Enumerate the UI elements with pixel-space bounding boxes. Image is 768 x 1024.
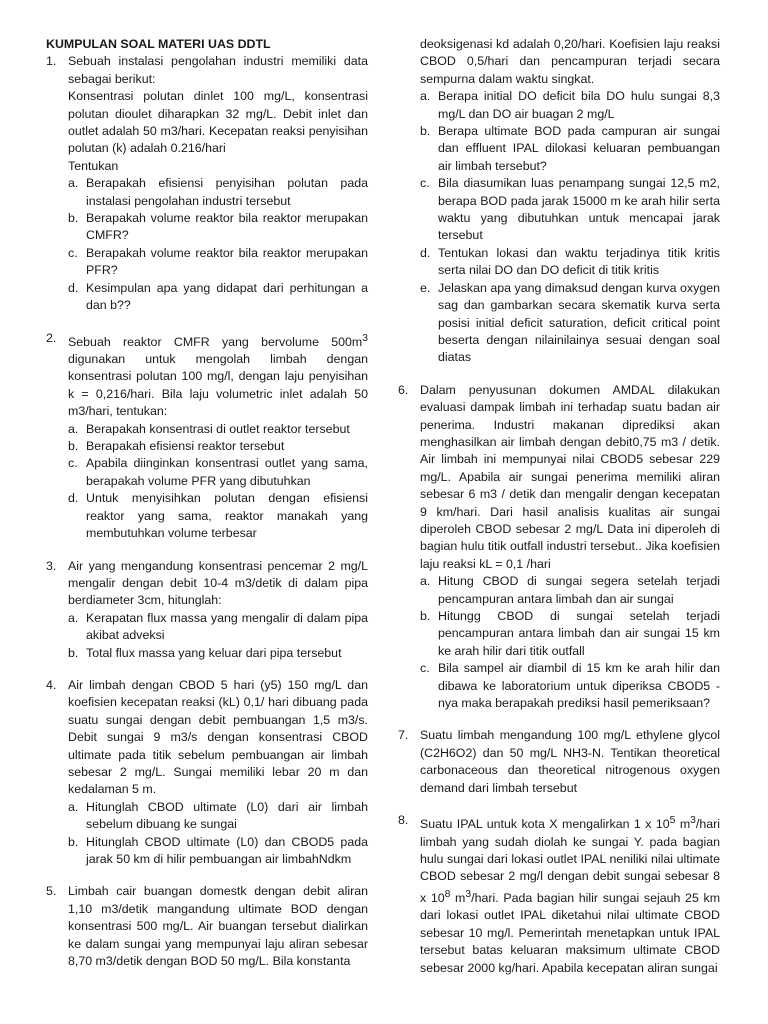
question-8: [398, 812, 720, 977]
sub-letter: b.: [68, 211, 79, 226]
sub-question: [420, 573, 720, 608]
sub-letter: a.: [68, 610, 79, 625]
question-body: [68, 677, 368, 868]
sub-letter: a.: [68, 176, 79, 191]
question-body: [68, 558, 368, 662]
sub-text: Total flux massa yang keluar dari pipa tersebut: [86, 645, 342, 660]
stem-text: /hari. Pada bagian hilir sungai sejauh 25 km dari lokasi outlet IPAL diketahui nilai ultimate CBOD sebesar 10 mg/l. Pemerintah menetapkan untuk IPAL tersebut batas keluaran maksimum ultimate CBOD sebesar 2000 kg/hari. Apabila kecepatan aliran sungai: [420, 890, 721, 975]
sub-text: Berapa ultimate BOD pada campuran air sungai dan effluent IPAL dilokasi keluaran pembuangan air limbah tersebut?: [438, 124, 720, 173]
sub-letter: c.: [420, 176, 430, 191]
sub-letter: b.: [420, 609, 431, 623]
sub-text: Jelaskan apa yang dimaksud dengan kurva oxygen sag dan gambarkan secara skematik kurva serta posisi initial deficit saturation, deficit critical point beserta dengan nilainilainya sesuai dengan soal diatas: [438, 280, 720, 365]
question-number: 2.: [46, 330, 57, 345]
sub-text: Berapakah konsentrasi di outlet reaktor tersebut: [86, 421, 350, 436]
question-stem: Suatu limbah mengandung 100 mg/L ethylene glycol (C2H6O2) dan 50 mg/L NH3-N. Tentikan theoretical carbonaceous dan theoretical nitrogenous oxygen demand dari limbah tersebut: [420, 728, 720, 795]
superscript: 3: [362, 332, 368, 344]
stem-text: m: [450, 890, 466, 905]
sub-text: Bila sampel air diambil di 15 km ke arah hilir dan dibawa ke laboratorium untuk diperiksa CBOD5 -nya maka berapakah prediksi hasil pemeriksaan?: [438, 661, 720, 711]
right-column: [398, 36, 720, 977]
sub-letter: a.: [68, 799, 79, 814]
sub-text: Hitunglah CBOD ultimate (L0) dari air limbah sebelum dibuang ke sungai: [86, 799, 368, 832]
question-detail: Konsentrasi polutan dinlet 100 mg/L, konsentrasi polutan dioulet diharapkan 32 mg/L. Debit inlet dan outlet adalah 50 m3/hari. Kecepatan reaksi penyisihan polutan (k) adalah 0.216/hari: [68, 89, 368, 156]
question-number: 5.: [46, 884, 57, 899]
superscript: 8: [444, 888, 451, 900]
sub-letter: e.: [420, 280, 431, 295]
sub-text: Berapakah efisiensi penyisihan polutan pada instalasi pengolahan industri tersebut: [86, 176, 368, 208]
sub-question: [68, 421, 368, 438]
question-number: 1.: [46, 54, 57, 69]
sub-question: [68, 175, 368, 210]
sub-letter: b.: [420, 124, 431, 139]
question-4: [46, 677, 368, 868]
sub-text: Hitunglah CBOD ultimate (L0) dan CBOD5 pada jarak 50 km di hilir pembuangan air limbahNdkm: [86, 834, 368, 866]
sub-letter: d.: [420, 245, 431, 260]
sub-text: Kerapatan flux massa yang mengalir di dalam pipa akibat adveksi: [86, 610, 368, 643]
sub-text: Berapakah volume reaktor bila reaktor merupakan PFR?: [86, 245, 368, 278]
sub-text: Apabila diinginkan konsentrasi outlet yang sama, berapakah volume PFR yang dibutuhkan: [86, 456, 368, 488]
question-body: [420, 727, 720, 797]
question-number: 3.: [46, 558, 57, 573]
question-5: [46, 883, 368, 970]
sub-text: Hitung CBOD di sungai segera setelah terjadi pencampuran antara limbah dan air sungai: [438, 574, 720, 606]
sub-question: [68, 280, 368, 315]
question-number: 6.: [398, 382, 409, 397]
question-number: 7.: [398, 728, 409, 743]
question-body: [420, 812, 720, 977]
sub-question: [420, 245, 720, 280]
sub-letter: a.: [420, 89, 431, 104]
question-7: [398, 727, 720, 797]
document-title: KUMPULAN SOAL MATERI UAS DDTL: [46, 37, 271, 51]
stem-text: m: [675, 817, 691, 832]
question-stem: Limbah cair buangan domestk dengan debit aliran 1,10 m3/detik mangandung ultimate BOD dengan konsentrasi 500 mg/L. Air buangan tersebut dialirkan ke dalam sungai yang mempunyai laju aliran sebesar 8,70 m3/detik dengan BOD 50 mg/L. Bila konstanta: [68, 884, 368, 969]
sub-letter: b.: [68, 834, 79, 849]
superscript: 5: [669, 815, 676, 827]
stem-text: digunakan untuk mengolah limbah dengan konsentrasi polutan 100 mg/l, dengan laju penyisihan k = 0,216/hari. Bila laju volumetric inlet adalah 50 m3/hari, tentukan:: [68, 352, 368, 419]
sub-letter: a.: [68, 421, 79, 436]
stem-text: Sebuah reaktor CMFR yang bervolume 500m: [68, 334, 363, 349]
question-2: [46, 330, 368, 543]
sub-question: [68, 438, 368, 455]
question-instruction: Tentukan: [68, 158, 119, 173]
sub-letter: d.: [68, 491, 79, 506]
question-body: [68, 53, 368, 314]
sub-question: [420, 280, 720, 367]
sub-question: [68, 645, 368, 662]
sub-question: [68, 610, 368, 645]
sub-question: [420, 660, 720, 712]
left-column: [46, 36, 368, 970]
sub-question: [68, 834, 368, 869]
sub-letter: c.: [420, 661, 430, 676]
sub-text: Berapa initial DO deficit bila DO hulu sungai 8,3 mg/L dan DO air buagan 2 mg/L: [438, 89, 720, 121]
sub-text: Kesimpulan apa yang didapat dari perhitungan a dan b??: [86, 280, 368, 313]
sub-text: Tentukan lokasi dan waktu terjadinya titik kritis serta nilai DO dan DO deficit di titik kritis: [438, 245, 720, 278]
sub-text: Bila diasumikan luas penampang sungai 12,5 m2, berapa BOD pada jarak 15000 m ke arah hilir serta waktu yang dibutuhkan untuk mencapai jarak tersebut: [438, 176, 720, 243]
question-number: 8.: [398, 813, 409, 828]
question-3: [46, 558, 368, 662]
superscript: 3: [465, 888, 472, 900]
sub-question: [68, 245, 368, 280]
sub-text: Untuk menyisihkan polutan dengan efisiensi reaktor yang sama, reaktor manakah yang membutuhkan volume terbesar: [86, 491, 368, 541]
question-stem: Dalam penyusunan dokumen AMDAL dilakukan evaluasi dampak limbah ini terhadap suatu badan air penerima. Industri makanan diprediksi akan menghasilkan air limbah dengan debit0,75 m3 / detik. Air limbah ini mempunyai nilai CBOD5 sebesar 229 mg/L. Apabila air sungai penerima memiliki aliran sebesar 6 m3 / detik dan mengalir dengan kecepatan 9 km/hari. Dari hasil analisis kualitas air sungai diperoleh CBOD sebesar 2 mg/L Data ini diperoleh di bagian hulu titik outfall industri tersebut.. Jika koefisien laju reaksi kL = 0,1 /hari: [420, 382, 720, 571]
question-body: [68, 330, 368, 543]
question-stem: Air limbah dengan CBOD 5 hari (y5) 150 mg/L dan koefisien kecepatan reaksi (kL) 0,1/ hari dibuang pada suatu sungai dengan debit pembuangan 1,5 m3/s. Debit sungai 9 m3/s dengan konsentrasi CBOD ultimate pada titik sebelum pembuangan air limbah sebesar 2 mg/L. Sungai memiliki lebar 20 m dan kedalaman 5 m.: [68, 677, 368, 797]
sub-question: [420, 123, 720, 175]
question-number: 4.: [46, 677, 57, 692]
sub-letter: a.: [420, 574, 431, 589]
sub-question: [420, 88, 720, 123]
question-6: [398, 382, 720, 713]
sub-question: [420, 608, 720, 660]
sub-question: [68, 490, 368, 542]
sub-question: [68, 455, 368, 490]
question-5-continuation: [398, 36, 720, 367]
sub-letter: b.: [68, 645, 79, 660]
stem-text: /hari limbah yang sudah diolah ke sungai Y. pada bagian hulu sungai dari lokasi outlet IPAL neniliki nilai ultimate CBOD sebesar 2 mg/l dengan debit sungai sebesar 8 x 10: [420, 817, 720, 905]
question-stem: [68, 330, 368, 421]
sub-letter: c.: [68, 456, 78, 471]
stem-text: Suatu IPAL untuk kota X mengalirkan 1 x 10: [420, 817, 670, 832]
sub-question: [420, 175, 720, 245]
question-body: [68, 883, 368, 970]
superscript: 3: [690, 815, 696, 827]
question-stem-continuation: deoksigenasi kd adalah 0,20/hari. Koefisien laju reaksi CBOD 0,5/hari dan pencampuran terjadi secara sempurna dalam waktu singkat.: [420, 37, 720, 86]
sub-letter: b.: [68, 439, 79, 454]
question-stem: Air yang mengandung konsentrasi pencemar 2 mg/L mengalir dengan debit 10-4 m3/detik di dalam pipa berdiameter 3cm, hitunglah:: [68, 558, 368, 608]
sub-question: [68, 210, 368, 245]
question-body: [420, 382, 720, 713]
sub-text: Hitungg CBOD di sungai setelah terjadi pencampuran antara limbah dan air sungai 15 km ke arah hilir dari titik outfall: [438, 609, 720, 658]
question-stem: Sebuah instalasi pengolahan industri memiliki data sebagai berikut:: [68, 54, 368, 86]
question-1: [46, 53, 368, 314]
sub-letter: d.: [68, 280, 79, 295]
sub-text: Berapakah volume reaktor bila reaktor merupakan CMFR?: [86, 211, 368, 243]
sub-letter: c.: [68, 245, 78, 260]
question-stem: [420, 812, 720, 977]
sub-text: Berapakah efisiensi reaktor tersebut: [86, 439, 285, 454]
sub-question: [68, 799, 368, 834]
